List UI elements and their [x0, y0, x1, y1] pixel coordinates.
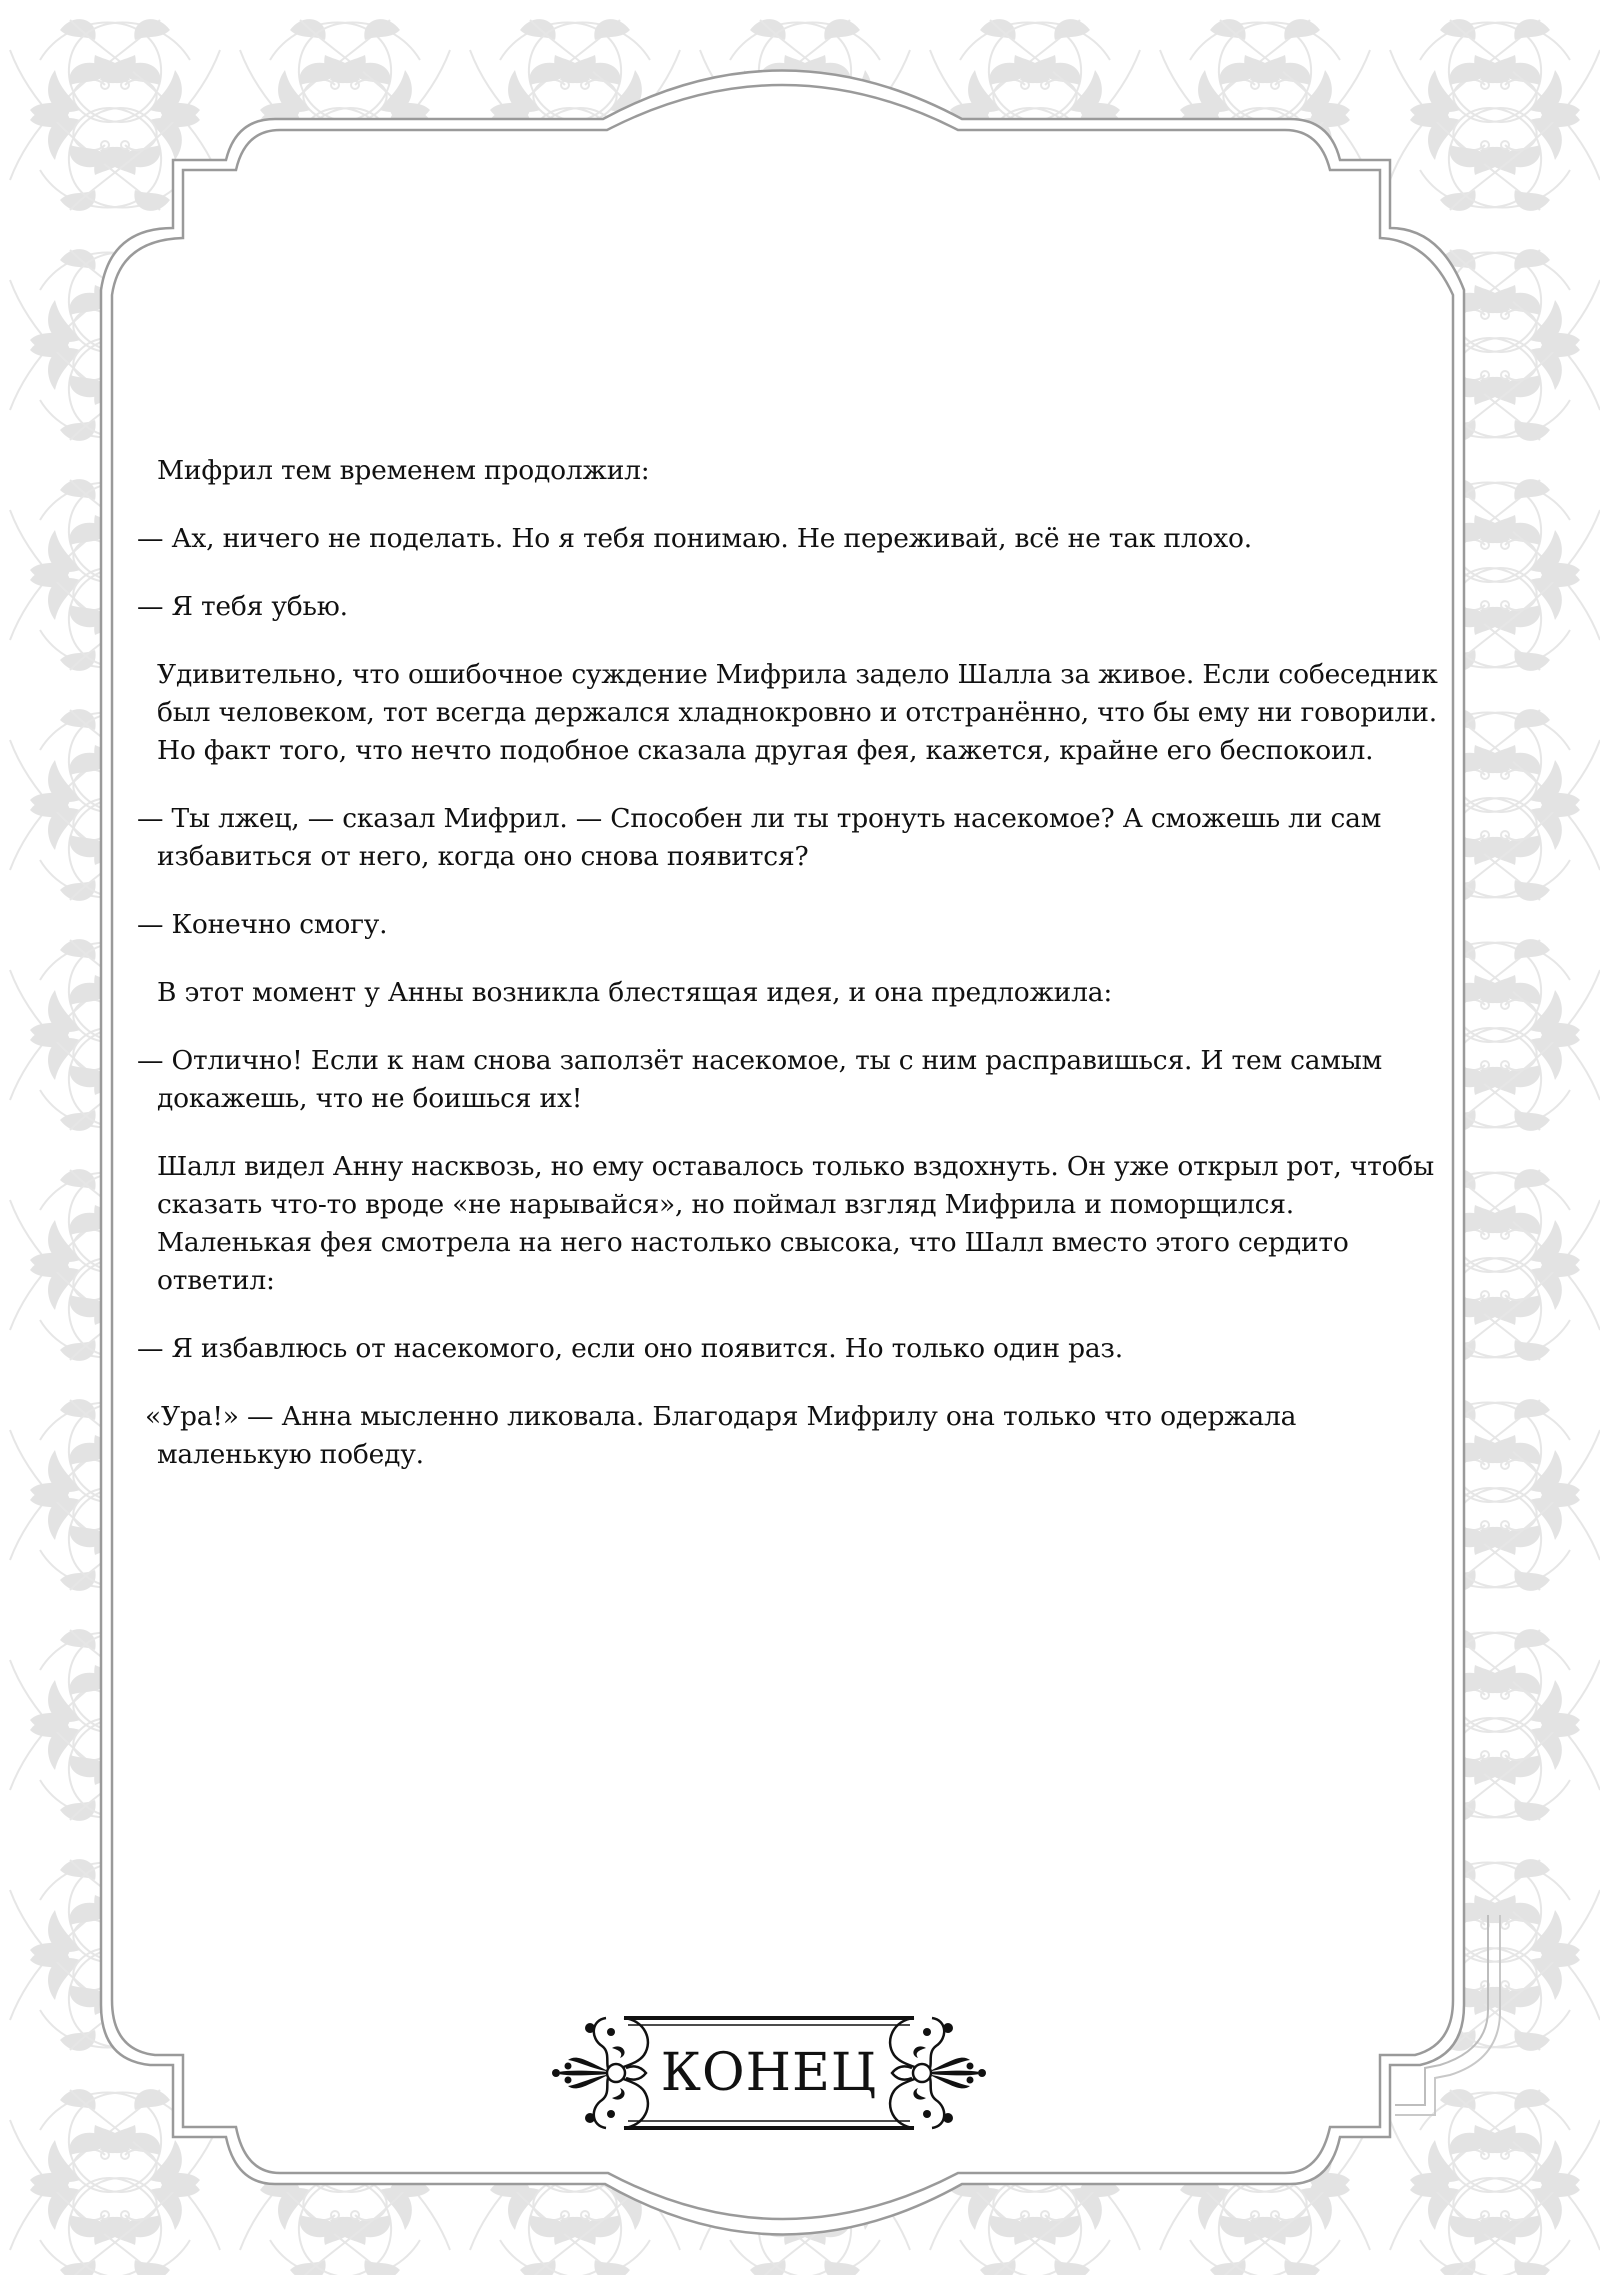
- paragraph: В этот момент у Анны возникла блестящая идея, и она предложила:: [157, 977, 1113, 1008]
- dialog-line: — Ты лжец, — сказал Мифрил. — Способен ли ты тронуть насекомое? А сможешь ли сам избавиться от него, когда оно снова появится?: [137, 803, 1382, 872]
- story-text: [137, 452, 1447, 1504]
- paragraph: «Ура!» — Анна мысленно ликовала. Благодаря Мифрилу она только что одержала маленькую победу.: [145, 1401, 1297, 1470]
- dialog-line: — Ах, ничего не поделать. Но я тебя понимаю. Не переживай, всё не так плохо.: [137, 523, 1252, 554]
- end-label: КОНЕЦ: [660, 2043, 878, 2103]
- dialog-line: — Конечно смогу.: [137, 909, 388, 940]
- dialog-line: — Отлично! Если к нам снова заползёт насекомое, ты с ним расправишься. И тем самым докажешь, что не боишься их!: [137, 1045, 1383, 1114]
- dialog-line: — Я избавлюсь от насекомого, если оно появится. Но только один раз.: [137, 1333, 1123, 1364]
- end-cartouche: [546, 2010, 992, 2136]
- paragraph: Удивительно, что ошибочное суждение Мифрила задело Шалла за живое. Если собеседник был человеком, тот всегда держался хладнокровно и отстранённо, что бы ему ни говорили. Но факт того, что нечто подобное сказала другая фея, кажется, крайне его беспокоил.: [157, 659, 1438, 766]
- paragraph: Шалл видел Анну насквозь, но ему оставалось только вздохнуть. Он уже открыл рот, чтобы сказать что-то вроде «не нарывайся», но поймал взгляд Мифрила и поморщился. Маленькая фея смотрела на него настолько свысока, что Шалл вместо этого сердито ответил:: [157, 1151, 1435, 1296]
- dialog-line: — Я тебя убью.: [137, 591, 348, 622]
- paragraph: Мифрил тем временем продолжил:: [157, 455, 650, 486]
